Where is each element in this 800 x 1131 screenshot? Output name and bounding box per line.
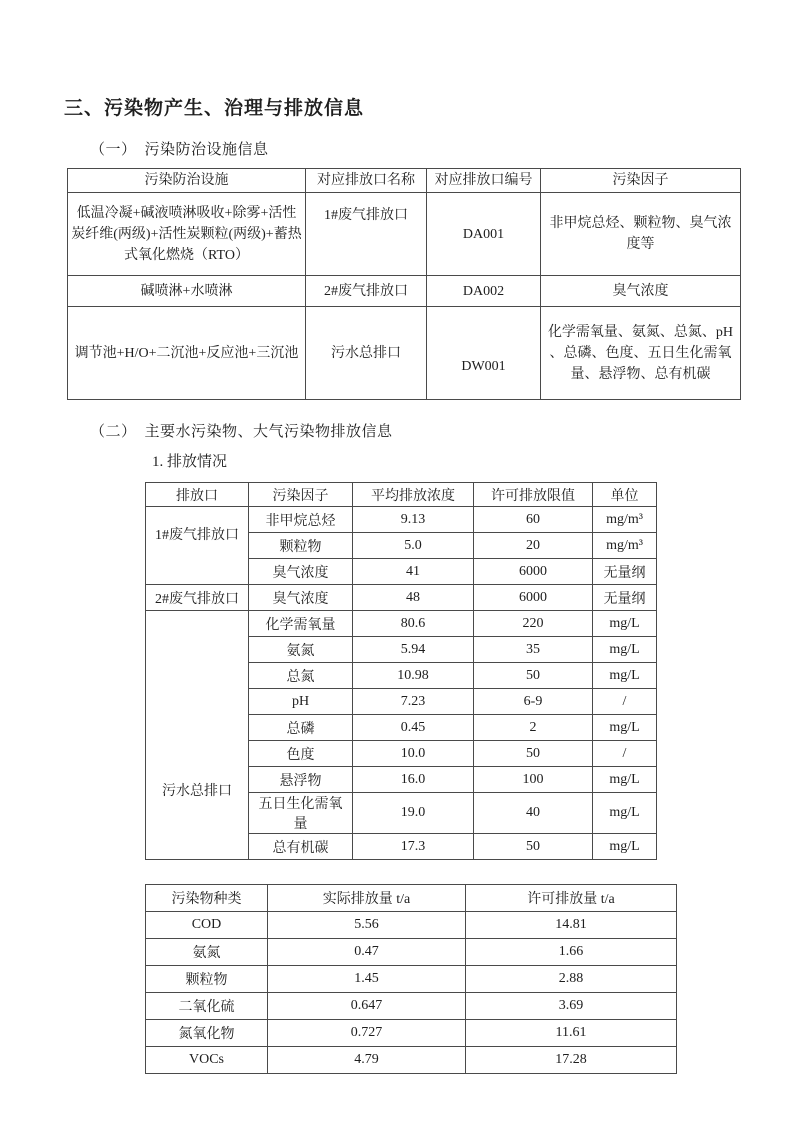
table-row <box>146 993 677 1020</box>
table-cell-actual-amount: 0.727 <box>268 1020 466 1047</box>
table-cell-permit-limit: 6-9 <box>474 689 593 715</box>
table-row <box>146 507 657 533</box>
table-cell-unit: / <box>593 689 657 715</box>
column-header: 污染因子 <box>249 483 353 507</box>
table-row <box>146 1047 677 1074</box>
table-cell-facility: 碱喷淋+水喷淋 <box>68 276 306 307</box>
table-cell-unit: 无量纲 <box>593 559 657 585</box>
table-cell-permitted-amount: 3.69 <box>466 993 677 1020</box>
table-cell-unit: mg/m³ <box>593 507 657 533</box>
table-cell-outlet: 污水总排口 <box>146 611 249 860</box>
table-cell-outlet-name: 1#废气排放口 <box>306 193 427 276</box>
table-cell-outlet-name: 污水总排口 <box>306 307 427 400</box>
table-cell-permitted-amount: 1.66 <box>466 939 677 966</box>
table-cell-unit: mg/m³ <box>593 533 657 559</box>
table-cell-unit: mg/L <box>593 611 657 637</box>
table-cell-avg-concentration: 5.0 <box>353 533 474 559</box>
table-row <box>68 276 741 307</box>
table-cell-pollutant: 化学需氧量 <box>249 611 353 637</box>
table-cell-avg-concentration: 5.94 <box>353 637 474 663</box>
facility-table <box>67 168 741 400</box>
table-cell-actual-amount: 5.56 <box>268 912 466 939</box>
emission-table <box>145 482 657 860</box>
column-header: 单位 <box>593 483 657 507</box>
table-cell-pollutants: 非甲烷总烃、颗粒物、臭气浓度等 <box>541 193 741 276</box>
table-cell-pollutant: 非甲烷总烃 <box>249 507 353 533</box>
table-cell-pollutant: 臭气浓度 <box>249 559 353 585</box>
table-cell-pollutants: 臭气浓度 <box>541 276 741 307</box>
table-cell-permit-limit: 50 <box>474 663 593 689</box>
table-cell-actual-amount: 1.45 <box>268 966 466 993</box>
table-cell-permitted-amount: 17.28 <box>466 1047 677 1074</box>
table-cell-outlet-code: DA001 <box>427 193 541 276</box>
table-cell-pollutant-type: VOCs <box>146 1047 268 1074</box>
table-cell-permit-limit: 35 <box>474 637 593 663</box>
table-cell-permitted-amount: 2.88 <box>466 966 677 993</box>
table-cell-unit: mg/L <box>593 637 657 663</box>
table-cell-actual-amount: 0.47 <box>268 939 466 966</box>
table-cell-pollutant-type: 二氧化硫 <box>146 993 268 1020</box>
table-cell-unit: mg/L <box>593 793 657 834</box>
table-cell-outlet-code: DA002 <box>427 276 541 307</box>
table-cell-permit-limit: 60 <box>474 507 593 533</box>
table-cell-pollutant-type: COD <box>146 912 268 939</box>
table-cell-unit: mg/L <box>593 715 657 741</box>
annual-emission-table <box>145 884 677 1074</box>
table-cell-avg-concentration: 9.13 <box>353 507 474 533</box>
table-row <box>146 912 677 939</box>
table-cell-permitted-amount: 11.61 <box>466 1020 677 1047</box>
column-header: 污染物种类 <box>146 885 268 912</box>
table-cell-unit: mg/L <box>593 834 657 860</box>
table-cell-pollutant: 悬浮物 <box>249 767 353 793</box>
column-header: 污染防治设施 <box>68 169 306 193</box>
table-cell-avg-concentration: 16.0 <box>353 767 474 793</box>
table-cell-pollutant: 色度 <box>249 741 353 767</box>
table-header-row <box>68 169 741 193</box>
column-header: 实际排放量 t/a <box>268 885 466 912</box>
column-header: 污染因子 <box>541 169 741 193</box>
table-cell-outlet: 1#废气排放口 <box>146 507 249 585</box>
column-header: 对应排放口编号 <box>427 169 541 193</box>
table-cell-permit-limit: 50 <box>474 741 593 767</box>
table-cell-pollutant: 臭气浓度 <box>249 585 353 611</box>
table-row <box>146 585 657 611</box>
table-cell-unit: mg/L <box>593 663 657 689</box>
table-row <box>68 193 741 276</box>
table-cell-permit-limit: 220 <box>474 611 593 637</box>
table-cell-permit-limit: 6000 <box>474 585 593 611</box>
table-cell-pollutant: 总有机碳 <box>249 834 353 860</box>
table-header-row <box>146 885 677 912</box>
table-cell-pollutant: 总磷 <box>249 715 353 741</box>
table-header-row <box>146 483 657 507</box>
table-cell-permit-limit: 40 <box>474 793 593 834</box>
column-header: 排放口 <box>146 483 249 507</box>
table-cell-avg-concentration: 0.45 <box>353 715 474 741</box>
table-cell-pollutant: 氨氮 <box>249 637 353 663</box>
table-cell-avg-concentration: 17.3 <box>353 834 474 860</box>
table-cell-unit: / <box>593 741 657 767</box>
table-row <box>68 307 741 400</box>
section-2-heading: （二） 主要水污染物、大气污染物排放信息 <box>90 424 393 440</box>
table-cell-permit-limit: 2 <box>474 715 593 741</box>
table-cell-avg-concentration: 41 <box>353 559 474 585</box>
table-cell-actual-amount: 4.79 <box>268 1047 466 1074</box>
table-row <box>146 966 677 993</box>
table-cell-outlet-name: 2#废气排放口 <box>306 276 427 307</box>
table-cell-avg-concentration: 10.0 <box>353 741 474 767</box>
page-title: 三、污染物产生、治理与排放信息 <box>64 98 365 119</box>
column-header: 许可排放限值 <box>474 483 593 507</box>
table-cell-pollutant-type: 氮氧化物 <box>146 1020 268 1047</box>
table-cell-outlet: 2#废气排放口 <box>146 585 249 611</box>
table-cell-pollutant: 五日生化需氧量 <box>249 793 353 834</box>
table-cell-avg-concentration: 80.6 <box>353 611 474 637</box>
table-cell-pollutant: pH <box>249 689 353 715</box>
table-cell-avg-concentration: 19.0 <box>353 793 474 834</box>
table-cell-facility: 低温冷凝+碱液喷淋吸收+除雾+活性炭纤维(两级)+活性炭颗粒(两级)+蓄热式氧化燃烧（RTO） <box>68 193 306 276</box>
table-cell-unit: mg/L <box>593 767 657 793</box>
table-cell-permit-limit: 100 <box>474 767 593 793</box>
table-cell-permitted-amount: 14.81 <box>466 912 677 939</box>
table-cell-avg-concentration: 48 <box>353 585 474 611</box>
table-cell-outlet-code: DW001 <box>427 307 541 400</box>
table-cell-permit-limit: 50 <box>474 834 593 860</box>
table-cell-unit: 无量纲 <box>593 585 657 611</box>
table-cell-pollutant: 总氮 <box>249 663 353 689</box>
table-cell-avg-concentration: 7.23 <box>353 689 474 715</box>
table-cell-permit-limit: 6000 <box>474 559 593 585</box>
column-header: 许可排放量 t/a <box>466 885 677 912</box>
table-row <box>146 939 677 966</box>
table-row <box>146 1020 677 1047</box>
table-cell-pollutant: 颗粒物 <box>249 533 353 559</box>
table-cell-avg-concentration: 10.98 <box>353 663 474 689</box>
section-1-heading: （一） 污染防治设施信息 <box>90 142 269 158</box>
table-cell-pollutant-type: 颗粒物 <box>146 966 268 993</box>
table-cell-pollutant-type: 氨氮 <box>146 939 268 966</box>
table-cell-actual-amount: 0.647 <box>268 993 466 1020</box>
table-row <box>146 611 657 637</box>
subsection-1-heading: 1. 排放情况 <box>152 454 228 470</box>
table-cell-pollutants: 化学需氧量、氨氮、总氮、pH 、总磷、色度、五日生化需氧量、悬浮物、总有机碳 <box>541 307 741 400</box>
column-header: 对应排放口名称 <box>306 169 427 193</box>
column-header: 平均排放浓度 <box>353 483 474 507</box>
table-cell-facility: 调节池+H/O+二沉池+反应池+三沉池 <box>68 307 306 400</box>
table-cell-permit-limit: 20 <box>474 533 593 559</box>
